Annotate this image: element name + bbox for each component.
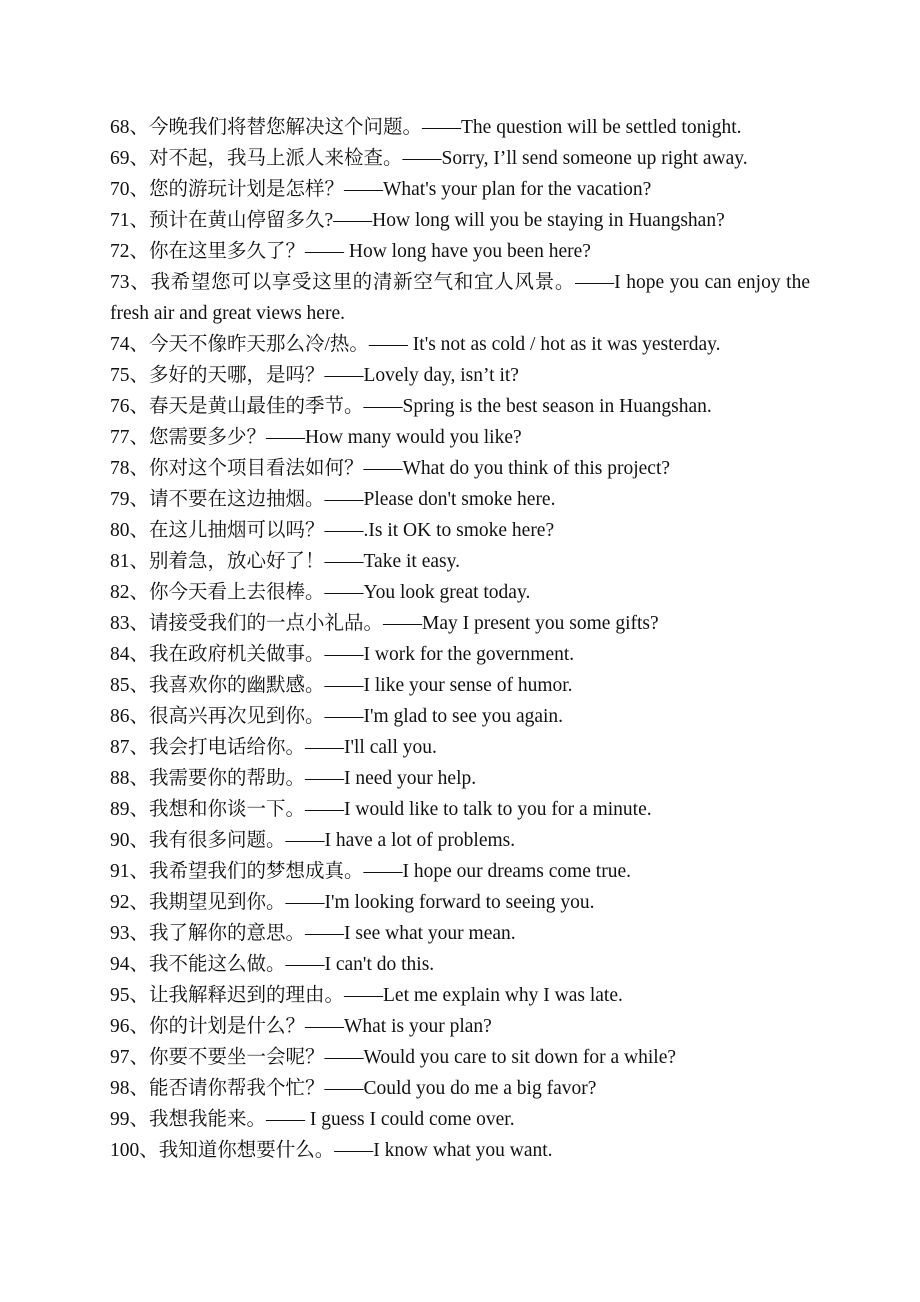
phrase-line-87: 87、我会打电话给你。——I'll call you. (110, 737, 437, 758)
phrase-line-94: 94、我不能这么做。——I can't do this. (110, 954, 435, 975)
phrase-line-74: 74、今天不像昨天那么冷/热。—— It's not as cold / hot as it was yesterday. (110, 334, 721, 355)
phrase-line-76: 76、春天是黄山最佳的季节。——Spring is the best season in Huangshan. (110, 396, 712, 417)
phrase-line-95: 95、让我解释迟到的理由。——Let me explain why I was late. (110, 985, 623, 1006)
phrase-line-68: 68、今晚我们将替您解决这个问题。——The question will be settled tonight. (110, 117, 742, 138)
phrase-line-96: 96、你的计划是什么？——What is your plan? (110, 1016, 492, 1037)
phrase-line-73: 73、我希望您可以享受这里的清新空气和宜人风景。——I hope you can enjoy the fresh air and great views here. (110, 272, 810, 324)
phrase-line-93: 93、我了解你的意思。——I see what your mean. (110, 923, 516, 944)
phrase-line-89: 89、我想和你谈一下。——I would like to talk to you for a minute. (110, 799, 652, 820)
phrase-line-69: 69、对不起，我马上派人来检查。——Sorry, I’ll send someone up right away. (110, 148, 748, 169)
phrase-line-100: 100、我知道你想要什么。——I know what you want. (110, 1140, 553, 1161)
phrase-line-97: 97、你要不要坐一会呢？——Would you care to sit down for a while? (110, 1047, 677, 1068)
phrase-line-77: 77、您需要多少？——How many would you like? (110, 427, 522, 448)
phrase-list (110, 112, 810, 1166)
phrase-line-88: 88、我需要你的帮助。——I need your help. (110, 768, 477, 789)
phrase-line-83: 83、请接受我们的一点小礼品。——May I present you some gifts? (110, 613, 659, 634)
phrase-line-98: 98、能否请你帮我个忙？——Could you do me a big favor? (110, 1078, 597, 1099)
phrase-line-99: 99、我想我能来。—— I guess I could come over. (110, 1109, 515, 1130)
phrase-line-71: 71、预计在黄山停留多久?——How long will you be staying in Huangshan? (110, 210, 725, 231)
phrase-line-78: 78、你对这个项目看法如何？——What do you think of this project? (110, 458, 671, 479)
phrase-line-90: 90、我有很多问题。——I have a lot of problems. (110, 830, 516, 851)
phrase-line-91: 91、我希望我们的梦想成真。——I hope our dreams come true. (110, 861, 631, 882)
phrase-line-86: 86、很高兴再次见到你。——I'm glad to see you again. (110, 706, 564, 727)
phrase-line-72: 72、你在这里多久了？—— How long have you been here? (110, 241, 591, 262)
phrase-line-81: 81、别着急，放心好了！——Take it easy. (110, 551, 460, 572)
phrase-line-92: 92、我期望见到你。——I'm looking forward to seeing you. (110, 892, 595, 913)
phrase-line-85: 85、我喜欢你的幽默感。——I like your sense of humor. (110, 675, 573, 696)
phrase-line-82: 82、你今天看上去很棒。——You look great today. (110, 582, 531, 603)
phrase-line-79: 79、请不要在这边抽烟。——Please don't smoke here. (110, 489, 556, 510)
phrase-line-70: 70、您的游玩计划是怎样？——What's your plan for the vacation? (110, 179, 652, 200)
phrase-line-80: 80、在这儿抽烟可以吗？——.Is it OK to smoke here? (110, 520, 555, 541)
phrase-line-75: 75、多好的天哪，是吗？——Lovely day, isn’t it? (110, 365, 519, 386)
phrase-line-84: 84、我在政府机关做事。——I work for the government. (110, 644, 575, 665)
